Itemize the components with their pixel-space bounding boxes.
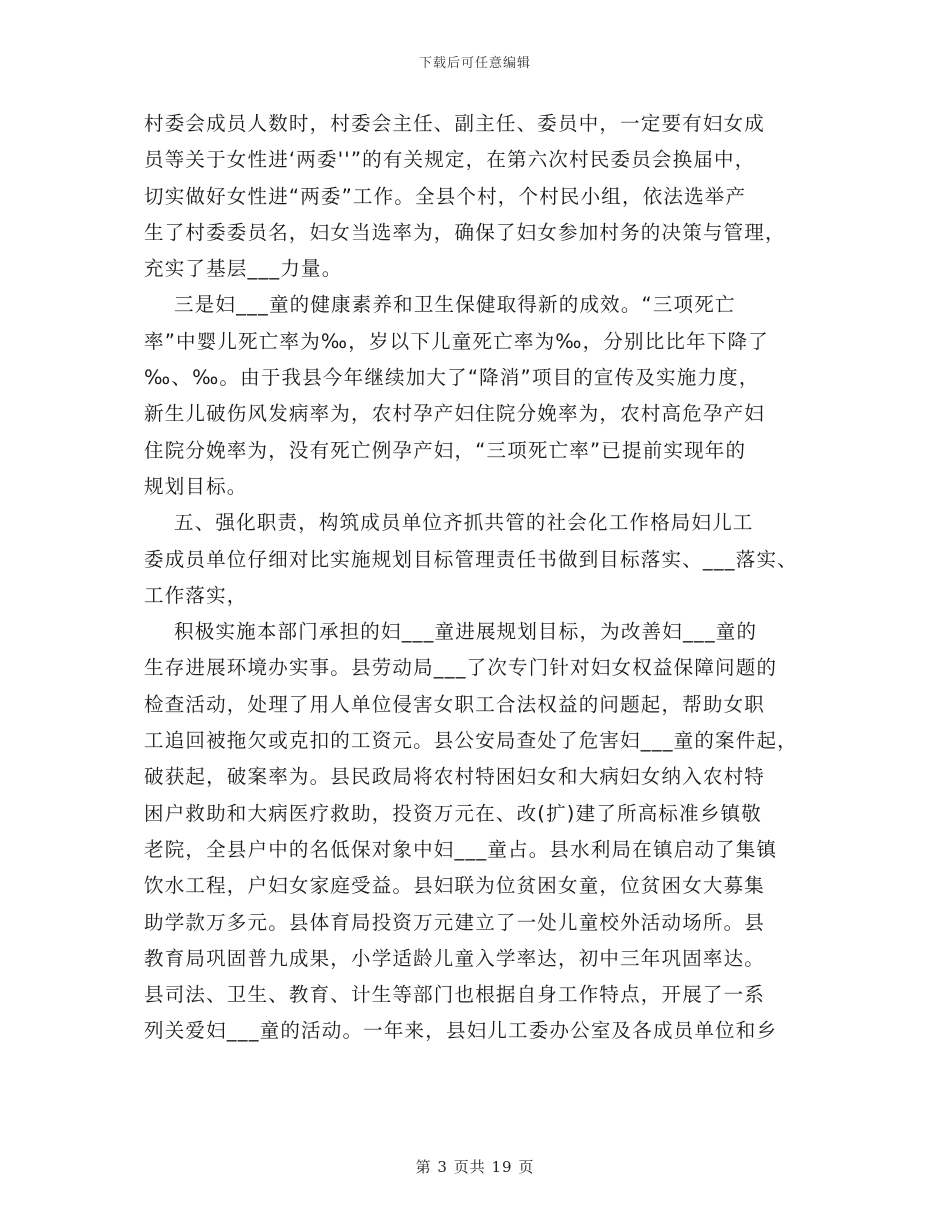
text-line: 住院分娩率为，没有死亡例孕产妇，“三项死亡率”已提前实现年的 <box>144 438 747 462</box>
text-line: 工追回被拖欠或克扣的工资元。县公安局查处了危害妇___童的案件起， <box>144 729 798 753</box>
text-line: 破获起，破案率为。县民政局将农村特困妇女和大病妇女纳入农村特 <box>144 765 766 789</box>
text-line: 切实做好女性进“两委”工作。全县个村，个村民小组，依法选举产 <box>144 184 747 208</box>
text-line: 饮水工程，户妇女家庭受益。县妇联为位贫困女童，位贫困女大募集 <box>144 874 766 898</box>
text-line: 员等关于女性进‘两委''”的有关规定，在第六次村民委员会换届中， <box>144 148 756 172</box>
text-line: 生了村委委员名，妇女当选率为，确保了妇女参加村务的决策与管理， <box>144 220 786 244</box>
text-line: 检查活动，处理了用人单位侵害女职工合法权益的问题起，帮助女职 <box>144 692 766 716</box>
text-line: 委成员单位仔细对比实施规划目标管理责任书做到目标落实、___落实、 <box>144 547 798 571</box>
document-body <box>144 106 814 1050</box>
text-line: 教育局巩固普九成果，小学适龄儿童入学率达，初中三年巩固率达。 <box>144 946 766 970</box>
text-line: ‰、‰。由于我县今年继续加大了“降消”项目的宣传及实施力度， <box>144 366 760 390</box>
text-line: 率”中婴儿死亡率为‰，岁以下儿童死亡率为‰，分别比比年下降了 <box>144 329 769 353</box>
text-line: 助学款万多元。县体育局投资万元建立了一处儿童校外活动场所。县 <box>144 910 766 934</box>
text-line: 五、强化职责，构筑成员单位齐抓共管的社会化工作格局妇儿工 <box>174 511 754 535</box>
text-line: 工作落实， <box>144 583 248 607</box>
page-footer: 第 3 页共 19 页 <box>415 1158 535 1176</box>
text-line: 充实了基层___力量。 <box>144 257 343 281</box>
text-line: 列关爱妇___童的活动。一年来，县妇儿工委办公室及各成员单位和乡 <box>144 1019 778 1043</box>
text-line: 困户救助和大病医疗救助，投资万元在、改(扩)建了所高标准乡镇敬 <box>144 801 762 825</box>
text-line: 老院，全县户中的名低保对象中妇___童占。县水利局在镇启动了集镇 <box>144 837 778 861</box>
page-header: 下载后可任意编辑 <box>418 56 531 71</box>
text-line: 村委会成员人数时，村委会主任、副主任、委员中，一定要有妇女成 <box>144 112 766 135</box>
text-line: 三是妇___童的健康素养和卫生保健取得新的成效。“三项死亡 <box>174 293 736 317</box>
text-line: 生存进展环境办实事。县劳动局___了次专门针对妇女权益保障问题的 <box>144 656 778 680</box>
text-line: 积极实施本部门承担的妇___童进展规划目标，为改善妇___童的 <box>174 620 758 644</box>
text-line: 规划目标。 <box>144 474 248 498</box>
text-line: 新生儿破伤风发病率为，农村孕产妇住院分娩率为，农村高危孕产妇 <box>144 402 766 426</box>
text-line: 县司法、卫生、教育、计生等部门也根据自身工作特点，开展了一系 <box>144 983 766 1007</box>
